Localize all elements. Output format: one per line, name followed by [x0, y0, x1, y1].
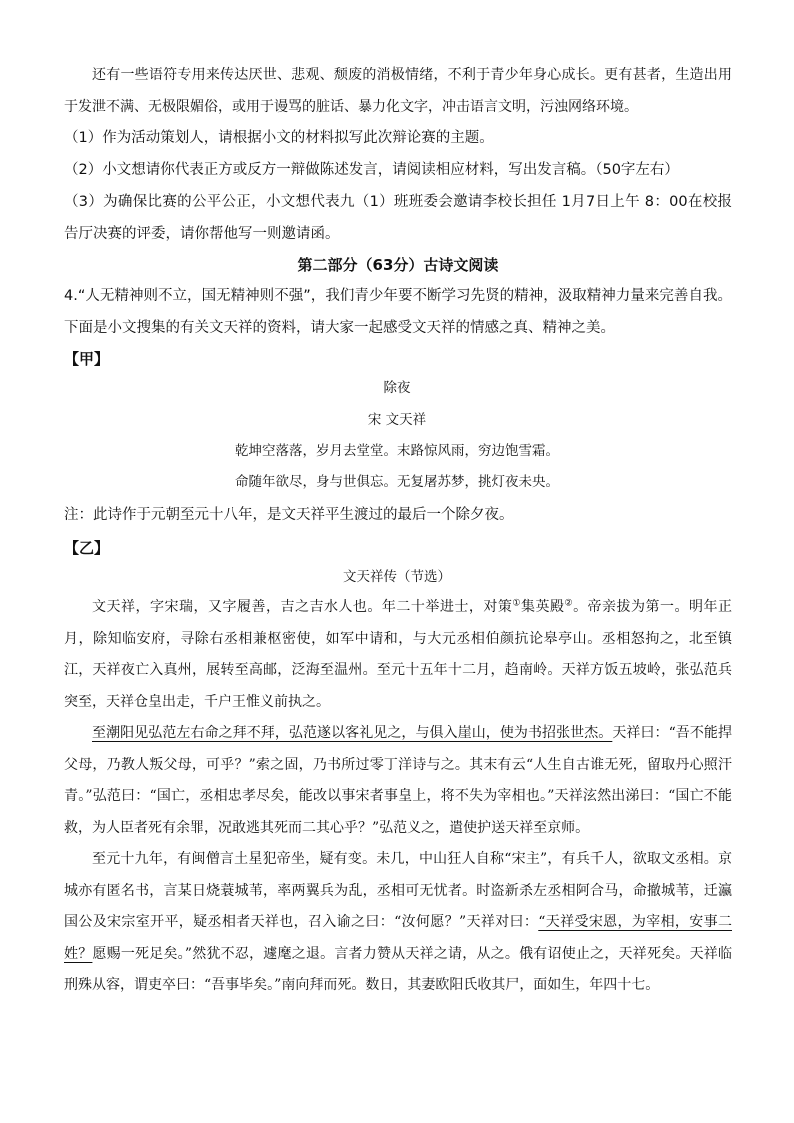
poem-line-1: 乾坤空落落，岁月去堂堂。末路惊风雨，穷边饱雪霜。	[235, 443, 559, 459]
section-title: 第二部分（63分）古诗文阅读	[297, 256, 499, 274]
poem-note: 注：此诗作于元朝至元十八年，是文天祥平生渡过的最后一个除夕夜。	[64, 507, 514, 523]
question-4-text: 4.“人无精神则不立，国无精神则不强”，我们青少年要不断学习先贤的精神，汲取精神力量来完善自我。下面是小文搜集的有关文天祥的资料，请大家一起感受文天祥的情感之真、精神之美。	[64, 288, 732, 336]
poem-author: 宋 文天祥	[367, 412, 427, 428]
footnote-2: ②	[564, 598, 574, 609]
question-2: （2）小文想请你代表正方或反方一辩做陈述发言，请阅读相应材料，写出发言稿。（50字左右）	[64, 162, 679, 178]
question-1: （1）作为活动策划人，请根据小文的材料拟写此次辩论赛的主题。	[64, 130, 494, 146]
intro-paragraph: 还有一些语符专用来传达厌世、悲观、颓废的消极情绪，不利于青少年身心成长。更有甚者，生造出用于发泄不满、无极限媚俗，或用于谩骂的脏话、暴力化文字，冲击语言文明，污浊网络环境。	[64, 67, 732, 115]
footnote-1: ①	[512, 598, 521, 609]
marker-jia: 【甲】	[64, 350, 110, 368]
underlined-sentence-2: “天祥受宋恩，为宰相，安事二姓？	[64, 914, 732, 962]
marker-yi: 【乙】	[64, 539, 110, 557]
poem-title: 除夜	[383, 380, 411, 396]
underlined-sentence-1: 至潮阳见弘范左右命之拜不拜，弘范遂以客礼见之，与俱入崖山，使为书招张世杰。	[92, 725, 613, 741]
biography-title: 文天祥传（节选）	[343, 569, 451, 585]
biography-paragraph-3: 至元十九年，有闽僧言土星犯帝坐，疑有变。未几，中山狂人自称“宋主”，有兵千人，欲取文丞相。京城亦有匿名书，言某日烧蓑城苇，率两翼兵为乱，丞相可无忧者。时盗新杀左丞相阿合马，命撤城苇，迁瀛国公及宋宗室开平，疑丞相者天祥也，召入谕之曰：“汝何愿？”天祥对曰：“天祥受宋恩，为宰相，安事二姓？愿赐一死足矣。”然犹不忍，遽麾之退。言者力赞从天祥之请，从之。俄有诏使止之，天祥死矣。天祥临刑殊从容，谓吏卒曰：“吾事毕矣。”南向拜而死。数日，其妻欧阳氏收其尸，面如生，年四十七。	[64, 851, 733, 993]
biography-paragraph-2: 至潮阳见弘范左右命之拜不拜，弘范遂以客礼见之，与俱入崖山，使为书招张世杰。天祥曰：“吾不能捍父母，乃教人叛父母，可乎？”索之固，乃书所过零丁洋诗与之。其末有云“人生自古谁无死，留取丹心照汗青。”弘范曰：“国亡，丞相忠孝尽矣，能改以事宋者事皇上，将不失为宰相也。”天祥泫然出涕曰：“国亡不能救，为人臣者死有余罪，况敢逃其死而二其心乎？”弘范义之，遣使护送天祥至京师。	[64, 725, 732, 836]
biography-paragraph-1: 文天祥，字宋瑞，又字履善，吉之吉水人也。年二十举进士，对策①集英殿②。帝亲拔为第一。明年正月，除知临安府，寻除右丞相兼枢密使，如军中请和，与大元丞相伯颜抗论皋亭山。丞相怒拘之，北至镇江，天祥夜亡入真州，展转至高邮，泛海至温州。至元十五年十二月，趋南岭。天祥方饭五坡岭，张弘范兵突至，天祥仓皇出走，千户王惟义前执之。	[64, 598, 733, 710]
question-3: （3）为确保比赛的公平公正，小文想代表九（1）班班委会邀请李校长担任 1月7日上午 8：00在校报告厅决赛的评委，请你帮他写一则邀请函。	[64, 194, 732, 242]
poem-line-2: 命随年欲尽，身与世俱忘。无复屠苏梦，挑灯夜未央。	[235, 474, 559, 490]
